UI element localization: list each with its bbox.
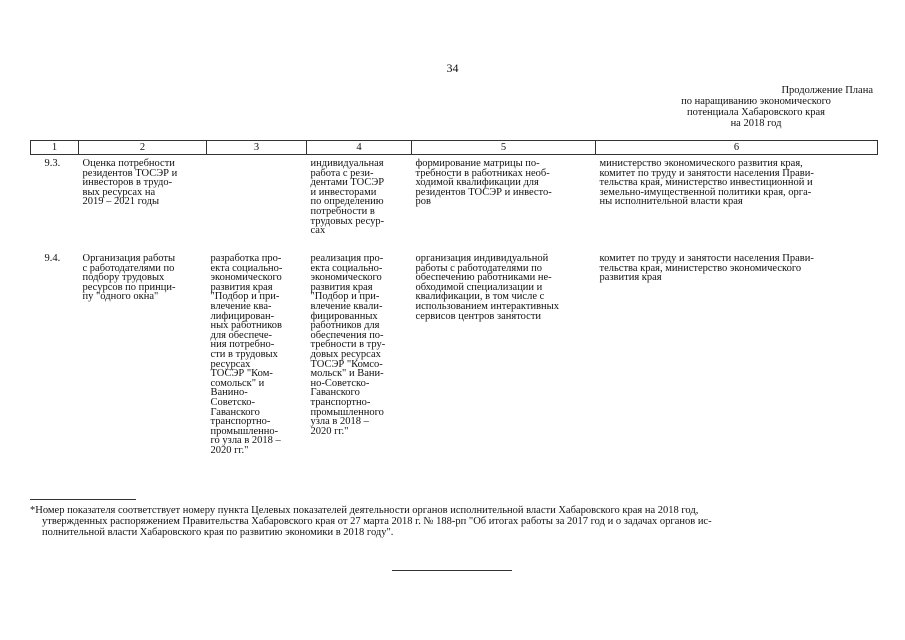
footnote: [30, 505, 878, 538]
page-number: 34: [446, 61, 459, 75]
footnote-line-3: полнительной власти Хабаровского края по развитию экономики в 2018 году".: [42, 527, 394, 538]
plan-table: [30, 140, 878, 455]
footnote-line-2: утвержденных распоряжением Правительства Хабаровского края от 27 марта 2018 г. № 188-рп "Об итогах работы за 2017 год и о задачах органов ис-: [42, 516, 712, 527]
table-header-row: [31, 141, 878, 155]
event-name: Организация работы с работодателями по подбору трудовых ресурсов по принци- пу "одного окна": [82, 253, 176, 303]
continuation-line-3: потенциала Хабаровского края: [687, 107, 825, 118]
continuation-line-1: Продолжение Плана: [781, 85, 873, 96]
plan-continuation-heading: [573, 85, 873, 129]
result-cell: формирование матрицы по- требности в работниках необ- ходимой квалификации для резидентов ТОСЭР и инвесто- ров: [415, 158, 552, 208]
continuation-line-2: по наращиванию экономического: [681, 96, 831, 107]
end-divider: [392, 570, 512, 571]
footnote-line-1: *Номер показателя соответствует номеру пункта Целевых показателей деятельности органов исполнительной власти Хабаровского края на 2018 год,: [30, 505, 699, 516]
mechanism-cell: индивидуальная работа с рези- дентами ТОСЭР и инвесторами по определению потребности в трудовых ресур- сах: [310, 158, 385, 237]
result-cell: организация индивидуальной работы с работодателями по обеспечению работниками не- обходимой специализации и квалификации, в том числе с использованием интерактивных сервисов центров занятости: [415, 253, 559, 322]
responsible-cell: комитет по труду и занятости населения Прави- тельства края, министерство экономического развития края: [599, 253, 814, 284]
column-header-5: 5: [412, 141, 596, 155]
table-row: [31, 155, 878, 251]
mechanism-cell: реализация про- екта социально- экономического развития края "Подбор и при- влечение квали- фицированных работников для обеспечения по- требности в тру- довых ресурсах ТОСЭР "Комсо- мольск" и Вани- но-Советско- Гаванского транспортно- промышленного узла в 2018 – 2020 гг.": [310, 253, 386, 437]
column-header-2: 2: [79, 141, 207, 155]
column-header-1: 1: [31, 141, 79, 155]
item-number: 9.3.: [44, 158, 61, 169]
project-cell: разработка про- екта социально- экономического развития края "Подбор и при- влечение ква- лифицирован- ных работников для обеспече- ния потребно- сти в трудовых ресурсах ТОСЭР "Ком- сомольск" и Ванино- Советско- Гаванского транспортно- промышленно- го узла в 2018 – 2020 гг.": [210, 253, 283, 456]
continuation-line-4: на 2018 год: [730, 118, 782, 129]
footnote-divider: [30, 499, 136, 500]
responsible-cell: министерство экономического развития края, комитет по труду и занятости населения Прави- тельства края, министерство инвестиционной и земельно-имущественной политики края, орга- ны исполнительной власти края: [599, 158, 814, 208]
event-name: Оценка потребности резидентов ТОСЭР и инвесторов в трудо- вых ресурсах на 2019 – 2021 годы: [82, 158, 178, 208]
column-header-6: 6: [596, 141, 878, 155]
item-number: 9.4.: [44, 253, 61, 264]
column-header-4: 4: [307, 141, 412, 155]
column-header-3: 3: [207, 141, 307, 155]
table-row: [31, 250, 878, 455]
project-cell: [207, 155, 307, 251]
